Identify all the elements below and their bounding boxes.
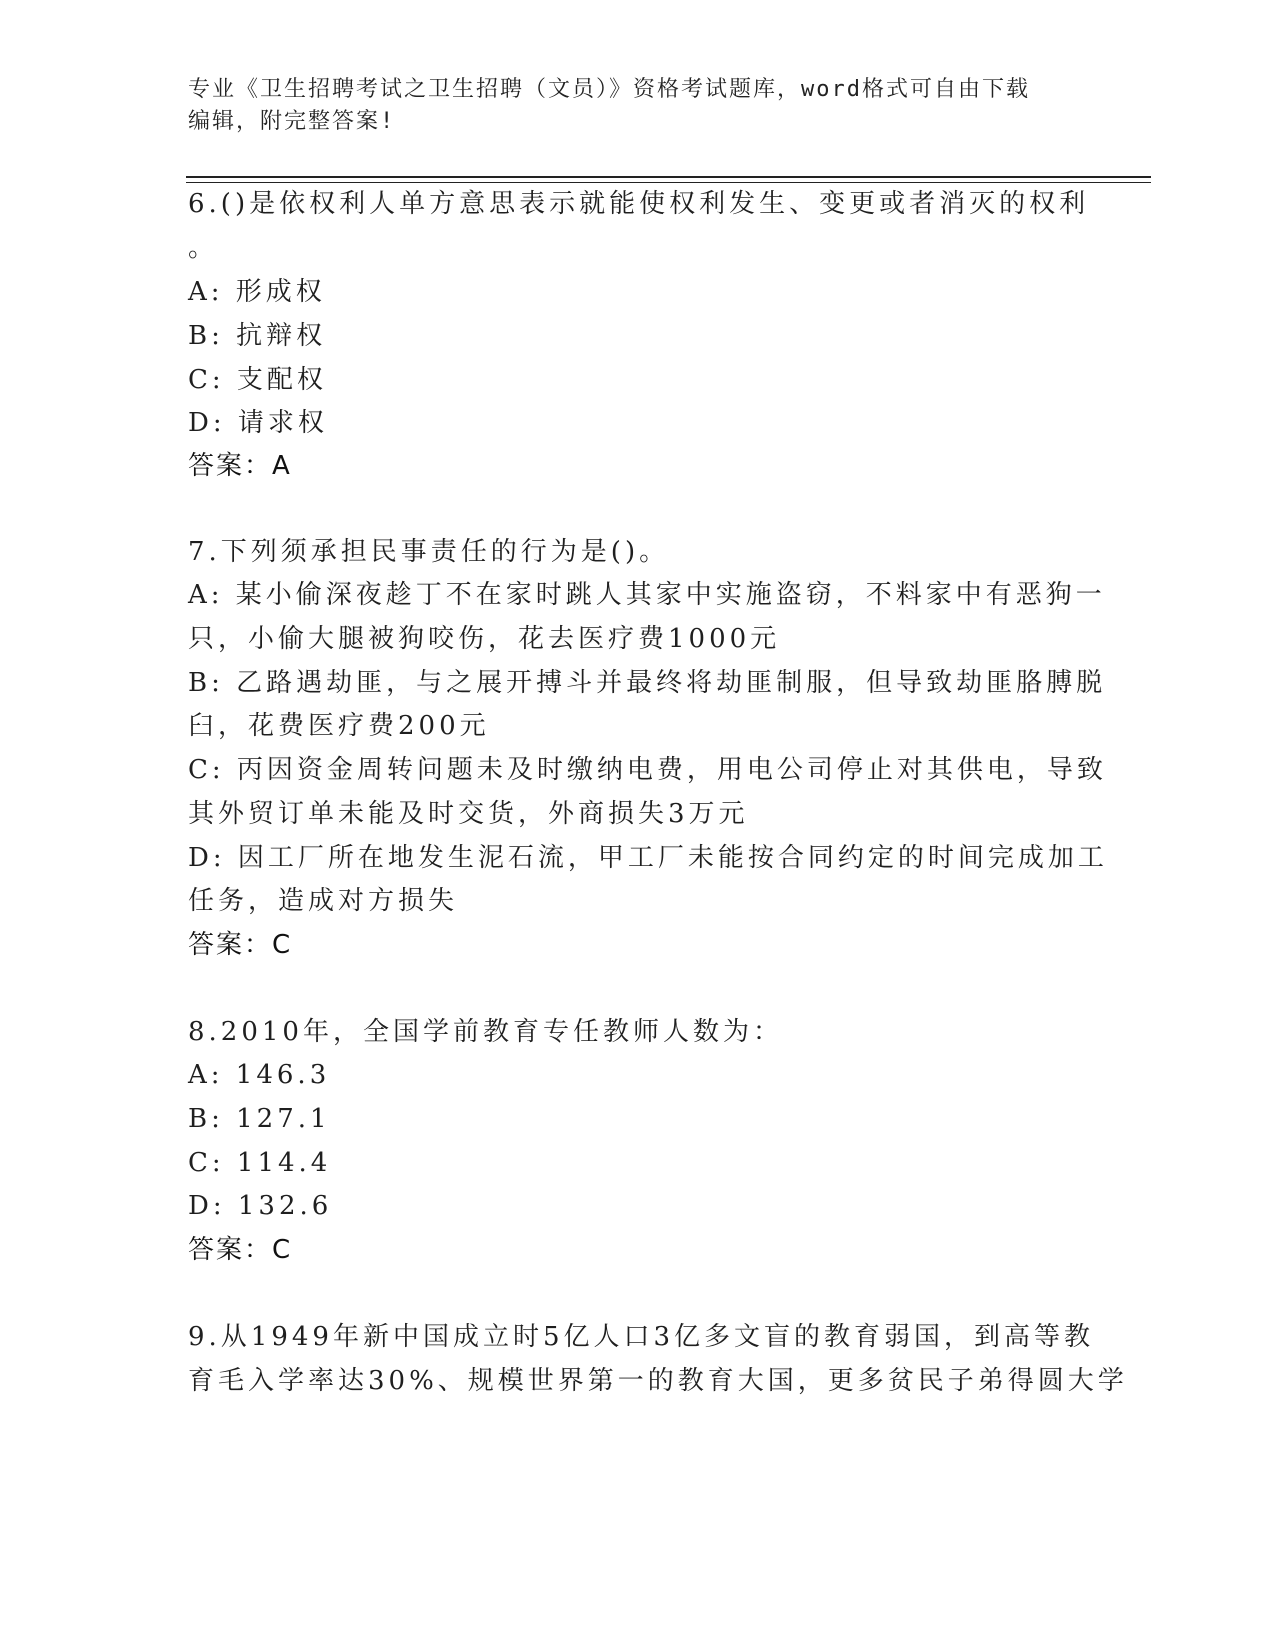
question-6-line-1: 6.()是依权利人单方意思表示就能使权利发生、变更或者消灭的权利 [188,189,1090,219]
question-7-option-b-line-1: B: 乙路遇劫匪，与之展开搏斗并最终将劫匪制服，但导致劫匪胳膊脱 [188,668,1107,698]
question-7-option-c-line-1: C: 丙因资金周转问题未及时缴纳电费，用电公司停止对其供电，导致 [188,755,1107,785]
question-6-option-d: D: 请求权 [188,408,328,438]
question-6-answer: 答案：A [188,451,292,481]
question-8-option-a: A: 146.3 [188,1060,331,1090]
question-8-option-c: C: 114.4 [188,1148,332,1178]
header-line-2: 编辑，附完整答案! [188,109,396,134]
question-9-line-1: 9.从1949年新中国成立时5亿人口3亿多文盲的教育弱国，到高等教 [188,1322,1095,1352]
question-8-option-b: B: 127.1 [188,1104,331,1134]
header-divider-thin [186,182,1151,183]
question-7-option-c-line-2: 其外贸订单未能及时交货，外商损失3万元 [188,799,749,829]
document-header [188,74,1088,138]
question-6-line-2: 。 [188,233,219,263]
question-7-option-d-line-2: 任务，造成对方损失 [188,886,459,916]
question-8-line-1: 8.2010年，全国学前教育专任教师人数为： [188,1017,783,1047]
header-divider-thick [186,176,1151,178]
question-6-option-b: B: 抗辩权 [188,321,327,351]
question-8-option-d: D: 132.6 [188,1191,333,1221]
header-line-1: 专业《卫生招聘考试之卫生招聘（文员）》资格考试题库，word格式可自由下载 [188,77,1030,102]
question-9-line-2: 育毛入学率达30%、规模世界第一的教育大国，更多贫民子弟得圆大学 [188,1366,1128,1396]
question-7-option-d-line-1: D: 因工厂所在地发生泥石流，甲工厂未能按合同约定的时间完成加工 [188,843,1108,873]
question-7-option-a-line-1: A: 某小偷深夜趁丁不在家时跳人其家中实施盗窃，不料家中有恶狗一 [188,580,1106,610]
question-7-line-1: 7.下列须承担民事责任的行为是()。 [188,537,670,567]
question-7-option-b-line-2: 臼，花费医疗费200元 [188,711,490,741]
question-8-answer: 答案：C [188,1235,293,1265]
question-6-option-c: C: 支配权 [188,365,327,395]
question-6-option-a: A: 形成权 [188,277,326,307]
question-7-answer: 答案：C [188,930,293,960]
question-7-option-a-line-2: 只，小偷大腿被狗咬伤，花去医疗费1000元 [188,624,781,654]
